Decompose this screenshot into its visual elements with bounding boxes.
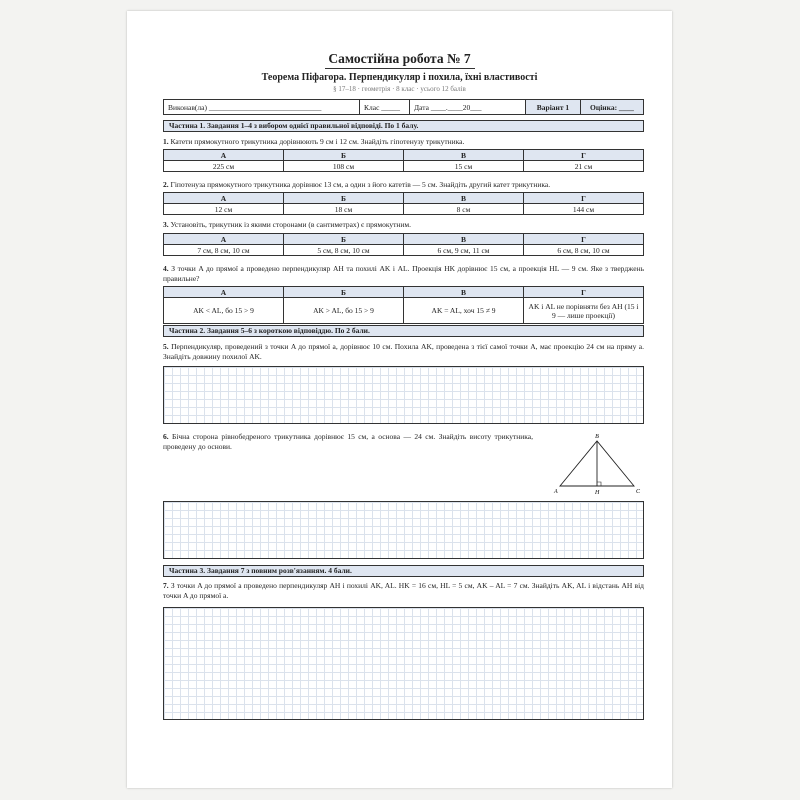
answer-option[interactable]: 8 см: [404, 204, 524, 215]
title-underline: [325, 68, 475, 69]
class-field[interactable]: Клас _____: [360, 100, 410, 114]
question-3: [163, 220, 644, 230]
question-number: 4.: [163, 264, 169, 273]
question-number: 7.: [163, 581, 169, 590]
answer-grid-6[interactable]: [163, 501, 644, 559]
variant-label: Варіант 1: [526, 100, 581, 114]
student-name-field[interactable]: Виконав(ла) ______________________________: [164, 100, 360, 114]
answer-option[interactable]: AK і AL не порівняти без AH (15 і 9 — лише проекції): [524, 298, 644, 324]
option-letter: Г: [524, 150, 644, 161]
answer-option[interactable]: 5 см, 8 см, 10 см: [284, 245, 404, 256]
question-text: З точки A до прямої a проведено перпендикуляр AH і похилі AK, AL. HK = 16 см, HL = 5 см, AK – AL = 7 см. Знайдіть AK, AL і відстань AH від точки A до прямої a.: [163, 581, 645, 600]
question-text: З точки A до прямої a проведено перпендикуляр AH та похилі AK і AL. Проекція HK дорівнює 15 см, а проекція HL — 9 см. Яке з тверджень правильне?: [163, 264, 645, 283]
answer-grid-5[interactable]: [163, 366, 644, 424]
answer-option[interactable]: 144 см: [524, 204, 644, 215]
section-part-3: Частина 3. Завдання 7 з повним розв'язанням. 4 бали.: [163, 565, 644, 577]
grade-field[interactable]: Оцінка: ____: [581, 100, 643, 114]
option-letter: В: [404, 287, 524, 298]
option-letter: Г: [524, 234, 644, 245]
answer-table-4: [163, 286, 644, 324]
option-letter: В: [404, 193, 524, 204]
vertex-label-c: C: [636, 489, 641, 495]
worksheet-page: [127, 11, 672, 788]
option-letter: Б: [284, 150, 404, 161]
option-letter: В: [404, 150, 524, 161]
option-letter: А: [164, 150, 284, 161]
foot-label-h: H: [595, 490, 600, 495]
question-text: Катети прямокутного трикутника дорівнюють 9 см і 12 см. Знайдіть гіпотенузу трикутника.: [170, 137, 465, 146]
answer-option[interactable]: 12 см: [164, 204, 284, 215]
answer-option[interactable]: 225 см: [164, 161, 284, 172]
answer-option[interactable]: 108 см: [284, 161, 404, 172]
answer-grid-7[interactable]: [163, 607, 644, 720]
header-table: [163, 99, 644, 115]
vertex-label-b: B: [595, 434, 599, 440]
page-title: Самостійна робота № 7: [328, 51, 471, 66]
question-2: [163, 180, 644, 190]
question-5: [163, 342, 644, 362]
right-angle-mark: [597, 482, 601, 486]
vertex-label-a: A: [554, 489, 558, 495]
section-part-1: Частина 1. Завдання 1–4 з вибором однієї правильної відповіді. По 1 балу.: [163, 120, 644, 132]
option-letter: Г: [524, 287, 644, 298]
question-7: [163, 581, 644, 601]
answer-table-1: [163, 149, 644, 172]
option-letter: А: [164, 193, 284, 204]
option-letter: Г: [524, 193, 644, 204]
answer-option[interactable]: 15 см: [404, 161, 524, 172]
question-number: 2.: [163, 180, 169, 189]
answer-table-3: [163, 233, 644, 256]
option-letter: А: [164, 234, 284, 245]
answer-option[interactable]: 7 см, 8 см, 10 см: [164, 245, 284, 256]
answer-option[interactable]: AK = AL, хоч 15 ≠ 9: [404, 298, 524, 324]
answer-option[interactable]: 18 см: [284, 204, 404, 215]
question-text: Гіпотенуза прямокутного трикутника дорівнює 13 см, а один з його катетів — 5 см. Знайдіть другий катет трикутника.: [170, 180, 551, 189]
question-6: [163, 432, 533, 452]
question-4: [163, 264, 644, 284]
question-number: 1.: [163, 137, 169, 146]
option-letter: Б: [284, 234, 404, 245]
question-text: Установіть, трикутник із якими сторонами (в сантиметрах) є прямокутним.: [170, 220, 412, 229]
question-number: 3.: [163, 220, 169, 229]
question-1: [163, 137, 644, 147]
page-meta: § 17–18 · геометрія · 8 клас · усього 12 балів: [333, 85, 466, 93]
question-number: 6.: [163, 432, 169, 441]
page-subtitle: Теорема Піфагора. Перпендикуляр і похила, їхні властивості: [261, 72, 538, 83]
answer-option[interactable]: AK > AL, бо 15 > 9: [284, 298, 404, 324]
question-number: 5.: [163, 342, 169, 351]
option-letter: Б: [284, 287, 404, 298]
isosceles-triangle-figure: [552, 433, 642, 495]
option-letter: А: [164, 287, 284, 298]
question-text: Бічна сторона рівнобедреного трикутника дорівнює 15 см, а основа — 24 см. Знайдіть висоту трикутника, проведену до основи.: [163, 432, 533, 451]
option-letter: Б: [284, 193, 404, 204]
question-text: Перпендикуляр, проведений з точки A до прямої a, дорівнює 10 см. Похила AK, проведена з тієї самої точки A, має проекцію 24 см на пряму a. Знайдіть довжину похилої AK.: [163, 342, 644, 361]
date-field[interactable]: Дата ____.____20___: [410, 100, 526, 114]
answer-option[interactable]: 6 см, 9 см, 11 см: [404, 245, 524, 256]
option-letter: В: [404, 234, 524, 245]
answer-option[interactable]: 6 см, 8 см, 10 см: [524, 245, 644, 256]
section-part-2: Частина 2. Завдання 5–6 з короткою відповіддю. По 2 бали.: [163, 325, 644, 337]
answer-option[interactable]: 21 см: [524, 161, 644, 172]
answer-option[interactable]: AK < AL, бо 15 > 9: [164, 298, 284, 324]
answer-table-2: [163, 192, 644, 215]
